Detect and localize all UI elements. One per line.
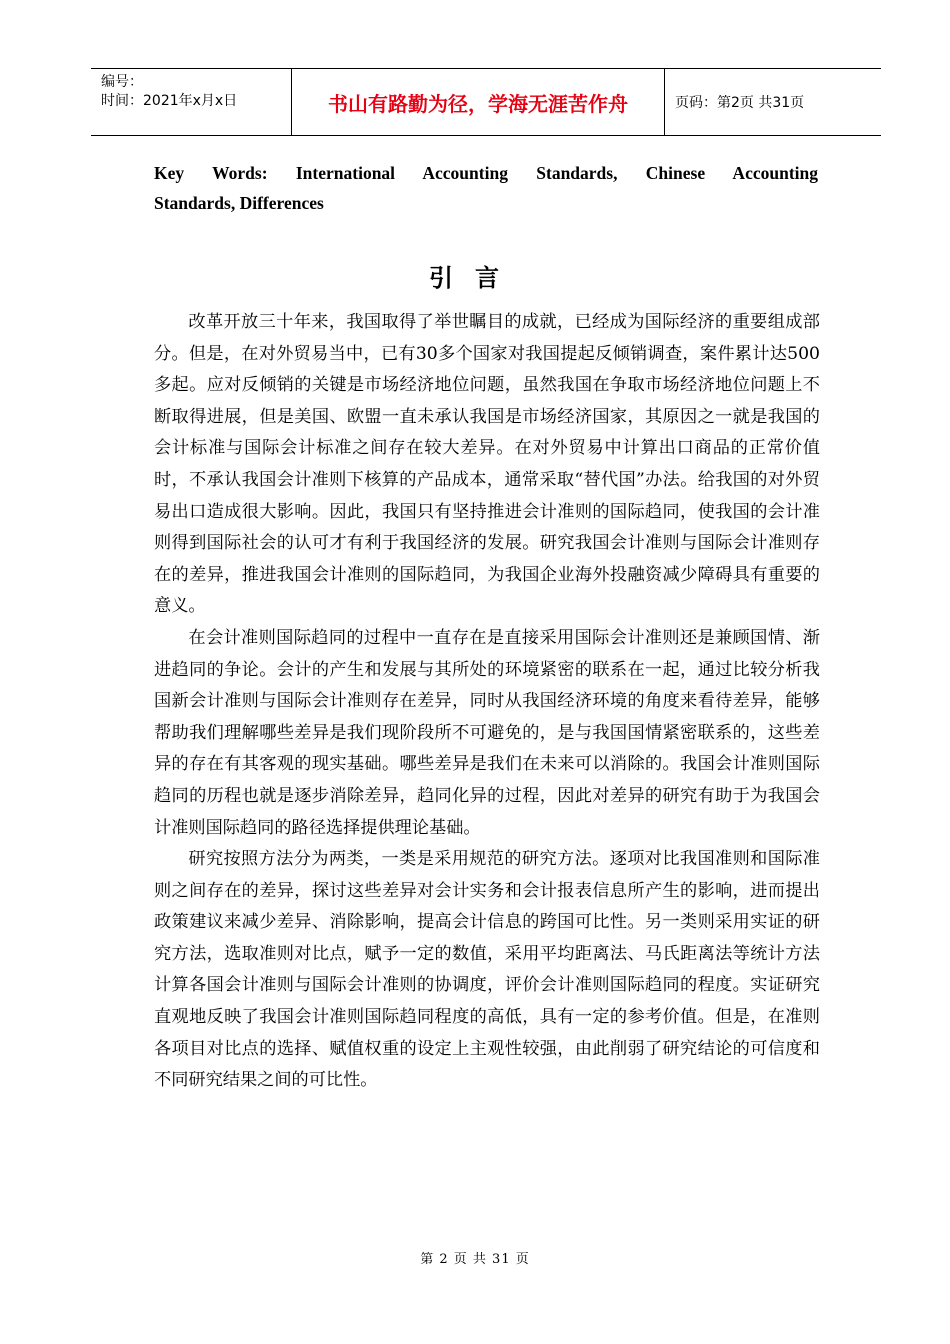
document-time-label: 时间：2021年x月x日 (101, 93, 238, 109)
keywords-line-1: Key Words: International Accounting Standards, Chinese Accounting (154, 163, 818, 183)
header-meta (91, 69, 292, 135)
page-header (91, 68, 881, 136)
page-footer: 第 2 页 共 31 页 (420, 1252, 530, 1267)
paragraph: 在会计准则国际趋同的过程中一直存在是直接采用国际会计准则还是兼顾国情、渐进趋同的争论。会计的产生和发展与其所处的环境紧密的联系在一起，通过比较分析我国新会计准则与国际会计准则存在差异，同时从我国经济环境的角度来看待差异，能够帮助我们理解哪些差异是我们现阶段所不可避免的，是与我国国情紧密联系的，这些差异的存在有其客观的现实基础。哪些差异是我们在未来可以消除的。我国会计准则国际趋同的历程也就是逐步消除差异，趋同化异的过程，因此对差异的研究有助于为我国会计准则国际趋同的路径选择提供理论基础。 (154, 627, 820, 838)
section-title: 引言 (429, 264, 521, 292)
body-text (154, 307, 820, 1097)
header-motto: 书山有路勤为径，学海无涯苦作舟 (292, 69, 665, 135)
document-number-label: 编号： (101, 74, 143, 90)
keywords-line-2: Standards, Differences (154, 193, 324, 213)
paragraph: 研究按照方法分为两类，一类是采用规范的研究方法。逐项对比我国准则和国际准则之间存在的差异，探讨这些差异对会计实务和会计报表信息所产生的影响，进而提出政策建议来减少差异、消除影响，提高会计信息的跨国可比性。另一类则采用实证的研究方法，选取准则对比点，赋予一定的数值，采用平均距离法、马氏距离法等统计方法计算各国会计准则与国际会计准则的协调度，评价会计准则国际趋同的程度。实证研究直观地反映了我国会计准则国际趋同程度的高低，具有一定的参考价值。但是，在准则各项目对比点的选择、赋值权重的设定上主观性较强，由此削弱了研究结论的可信度和不同研究结果之间的可比性。 (154, 849, 820, 1091)
header-page-info: 页码：第2页 共31页 (675, 95, 805, 111)
paragraph: 改革开放三十年来，我国取得了举世瞩目的成就，已经成为国际经济的重要组成部分。但是，在对外贸易当中，已有30多个国家对我国提起反倾销调查，案件累计达500多起。应对反倾销的关键是市场经济地位问题，虽然我国在争取市场经济地位问题上不断取得进展，但是美国、欧盟一直未承认我国是市场经济国家，其原因之一就是我国的会计标准与国际会计标准之间存在较大差异。在对外贸易中计算出口商品的正常价值时，不承认我国会计准则下核算的产品成本，通常采取“替代国”办法。给我国的对外贸易出口造成很大影响。因此，我国只有坚持推进会计准则的国际趋同，使我国的会计准则得到国际社会的认可才有利于我国经济的发展。研究我国会计准则与国际会计准则存在的差异，推进我国会计准则的国际趋同，为我国企业海外投融资减少障碍具有重要的意义。 (154, 312, 820, 617)
keywords-block (154, 158, 818, 218)
